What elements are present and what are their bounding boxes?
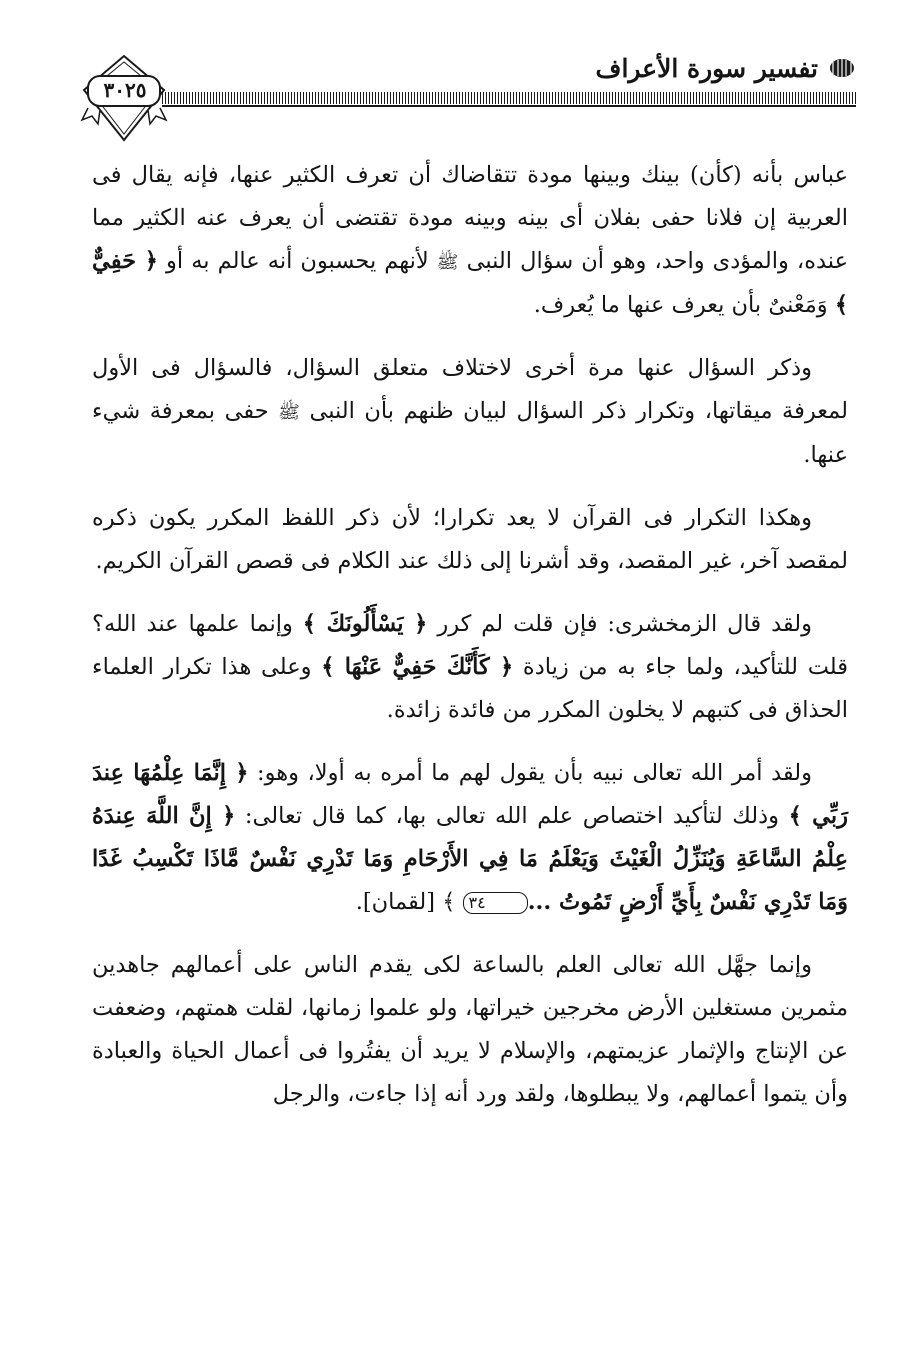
paragraph-text: حفى بمعرفة شيء عنها. bbox=[92, 398, 848, 468]
paragraph-text: وإنما جهَّل الله تعالى العلم بالساعة لكى يقدم الناس على أعمالهم جاهدين مثمرين مستغلين الأرض مخرجين خيراتها، ولو علموا زمانها، لقلت همتهم، وضعفت عن الإنتاج والإثمار عزيمتهم، والإسلام لا يريد أن يفتُروا فى أعمال الحياة والعبادة وأن يتموا أعمالهم، ولا يبطلوها، ولقد ورد أنه إذا جاءت، والرجل bbox=[92, 952, 848, 1107]
paragraph-text: وذلك لتأكيد اختصاص علم الله تعالى بها، كما قال تعالى: bbox=[235, 803, 789, 829]
paragraph-text: ولقد أمر الله تعالى نبيه بأن يقول لهم ما أمره به أولا، وهو: bbox=[248, 760, 812, 786]
paragraph-text: لأنهم يحسبون أنه عالم به أو bbox=[157, 248, 437, 274]
running-title: تفسير سورة الأعراف bbox=[595, 54, 818, 83]
ornament-icon bbox=[828, 56, 856, 80]
paragraph bbox=[92, 154, 848, 327]
quran-verse: ﴿ يَسْأَلُونَكَ ﴾ bbox=[302, 611, 428, 637]
quran-verse: ﴿ إِنَّ اللَّهَ عِندَهُ عِلْمُ السَّاعَةِ وَيُنَزِّلُ الْغَيْثَ وَيَعْلَمُ مَا فِي الأَرْحَامِ وَمَا تَدْرِي نَفْسٌ مَّاذَا تَكْسِبُ غَدًا وَمَا تَدْرِي نَفْسٌ بِأَيِّ أَرْضٍ تَمُوتُ ... bbox=[92, 803, 849, 915]
salutation-glyph: ﷺ bbox=[278, 402, 300, 423]
paragraph-text: عباس بأنه (كأن) بينك وبينها مودة تتقاضاك أن تعرف الكثير عنها، فإنه يقال فى العربية إن فلانا حفى بفلان أى بينه وبينه مودة تقتضى أن يعرف عنه الكثير مما عنده، والمؤدى واحد، وهو أن سؤال النبى bbox=[92, 162, 849, 274]
paragraph-text: وإنما علمها عند الله؟ قلت للتأكيد، ولما جاء به من زيادة bbox=[92, 611, 848, 680]
paragraph-text: ﴾ [لقمان]. bbox=[355, 889, 463, 915]
header-rule bbox=[162, 92, 856, 104]
quran-verse: ﴿ حَفِيٌّ ﴾ bbox=[92, 248, 848, 318]
paragraph-text: ولقد قال الزمخشرى: فإن قلت لم كرر bbox=[427, 611, 813, 637]
salutation-glyph: ﷺ bbox=[436, 252, 459, 273]
body-text bbox=[92, 154, 848, 1136]
paragraph-text: وهكذا التكرار فى القرآن لا يعد تكرارا؛ لأن ذكر اللفظ المكرر يكون ذكره لمقصد آخر، غير المقصد، وقد أشرنا إلى ذلك عند الكلام فى قصص القرآن الكريم. bbox=[92, 505, 848, 574]
paragraph bbox=[92, 603, 848, 732]
ayah-number-marker: ٣٤ bbox=[463, 892, 528, 914]
page-number: ٣٠٢٥ bbox=[103, 78, 147, 102]
paragraph-text: وذكر السؤال عنها مرة أخرى لاختلاف متعلق السؤال، فالسؤال فى الأول لمعرفة ميقاتها، وتكرار ذكر السؤال لبيان ظنهم بأن النبى bbox=[92, 355, 849, 424]
paragraph-text: وَمَعْنىٌ بأن يعرف عنها ما يُعرف. bbox=[533, 292, 835, 318]
paragraph bbox=[92, 752, 848, 924]
paragraph bbox=[92, 944, 848, 1116]
quran-verse: ﴿ إِنَّمَا عِلْمُهَا عِندَ رَبِّي ﴾ bbox=[92, 760, 849, 829]
quran-verse: ﴿ كَأَنَّكَ حَفِيٌّ عَنْهَا ﴾ bbox=[321, 654, 514, 680]
paragraph bbox=[92, 347, 848, 477]
paragraph bbox=[92, 497, 848, 583]
page-header bbox=[78, 48, 856, 156]
paragraph-text: وعلى هذا تكرار العلماء الحذاق فى كتبهم لا يخلون المكرر من فائدة زائدة. bbox=[92, 654, 848, 723]
